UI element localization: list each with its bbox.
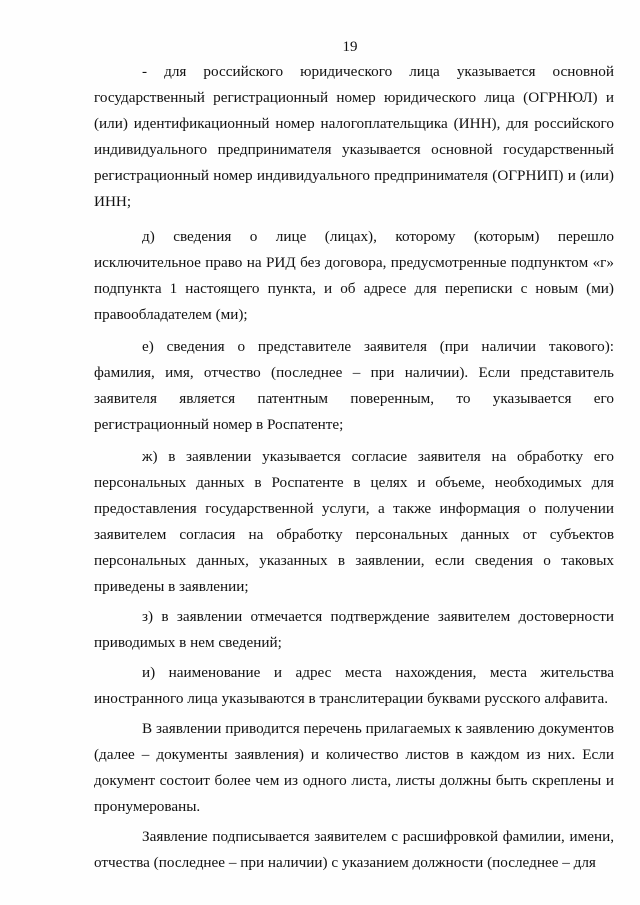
paragraph-item-z: з) в заявлении отмечается подтверждение заявителем достоверности приводимых в нем сведений; xyxy=(94,608,614,651)
paragraph-documents-list: В заявлении приводится перечень прилагаемых к заявлению документов (далее – документы заявления) и количество листов в каждом из них. Если документ состоит более чем из одного листа, листы должны быть скреплены и пронумерованы. xyxy=(94,720,614,815)
paragraph-ogrn-inn: - для российского юридического лица указывается основной государственный регистрационный номер юридического лица (ОГРНЮЛ) и (или) идентификационный номер налогоплательщика (ИНН), для российского индивидуального предпринимателя указывается основной государственный регистрационный номер индивидуального предпринимателя (ОГРНИП) и (или) ИНН; xyxy=(94,63,614,210)
page-number: 19 xyxy=(342,39,358,55)
paragraph-item-i: и) наименование и адрес места нахождения, места жительства иностранного лица указываются в транслитерации буквами русского алфавита. xyxy=(94,664,614,707)
paragraph-item-d: д) сведения о лице (лицах), которому (которым) перешло исключительное право на РИД без договора, предусмотренные подпунктом «г» подпункта 1 настоящего пункта, и об адресе для переписки с новым (ми) правообладателем (ми); xyxy=(94,228,614,323)
paragraph-item-e: е) сведения о представителе заявителя (при наличии такового): фамилия, имя, отчество (последнее – при наличии). Если представитель заявителя является патентным поверенным, то указывается его регистрационный номер в Роспатенте; xyxy=(94,338,614,433)
paragraph-signature: Заявление подписывается заявителем с расшифровкой фамилии, имени, отчества (последнее – при наличии) с указанием должности (последнее – для xyxy=(94,828,614,871)
paragraph-item-zh: ж) в заявлении указывается согласие заявителя на обработку его персональных данных в Роспатенте в целях и объеме, необходимых для предоставления государственной услуги, а также информация о получении заявителем согласия на обработку персональных данных от субъектов персональных данных, указанных в заявлении, если сведения о таковых приведены в заявлении; xyxy=(94,448,614,595)
page-body xyxy=(94,59,614,876)
